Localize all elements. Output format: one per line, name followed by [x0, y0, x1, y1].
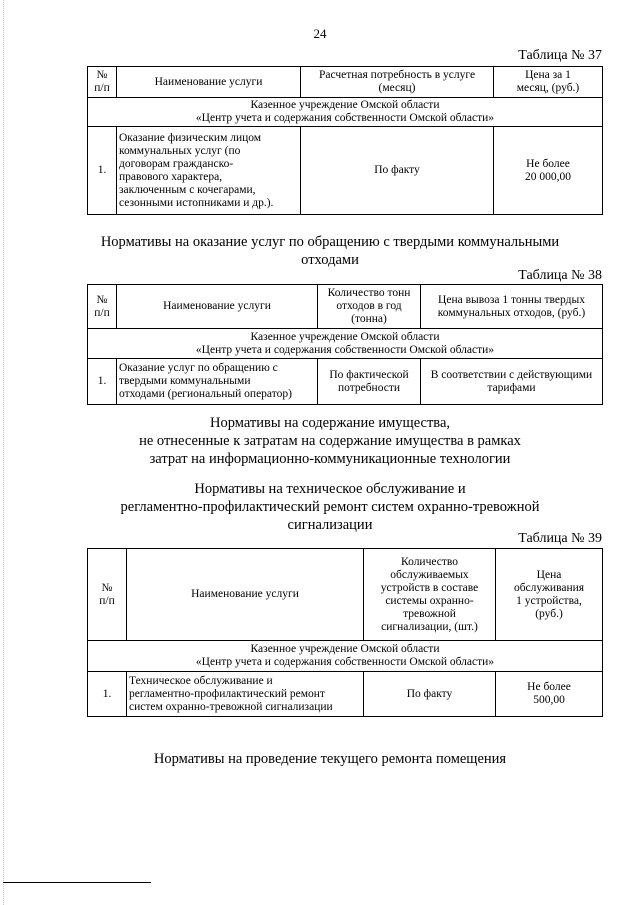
table37-row1-service: Оказание физическим лицом коммунальных услуг (по договорам гражданско- правового характера, заключенным с кочегарами, сезонными истопниками и др.).	[117, 127, 301, 215]
heading-property-line1: Нормативы на содержание имущества,	[209, 415, 451, 431]
table37-header-num: № п/п	[88, 67, 117, 98]
table39-org-row	[88, 641, 603, 672]
table38-header-quantity: Количество тонн отходов в год (тонна)	[318, 285, 421, 329]
heading-table39-line3: сигнализации	[287, 517, 373, 533]
table-row	[88, 127, 603, 215]
table38-row1-num: 1.	[88, 359, 117, 405]
footnote-separator	[3, 882, 151, 883]
table39-label: Таблица № 39	[518, 531, 602, 546]
table-38	[87, 284, 603, 405]
table39-row1-devices: По факту	[364, 672, 496, 717]
table-39	[87, 548, 603, 717]
table37-header-price: Цена за 1 месяц, (руб.)	[494, 67, 603, 98]
table37-header-service: Наименование услуги	[117, 67, 301, 98]
table38-label: Таблица № 38	[518, 268, 602, 283]
table39-row1-price: Не более 500,00	[496, 672, 603, 717]
table39-header-num: № п/п	[88, 549, 127, 641]
table37-row1-need: По факту	[301, 127, 494, 215]
table-37	[87, 66, 603, 215]
table-row	[88, 359, 603, 405]
table37-org-row	[88, 98, 603, 127]
heading-property-line3: затрат на информационно-коммуникационные технологии	[149, 451, 511, 467]
heading-repair-line1: Нормативы на проведение текущего ремонта помещения	[153, 751, 507, 767]
table38-header-row	[88, 285, 603, 329]
table37-row1-num: 1.	[88, 127, 117, 215]
heading-table39-line2: регламентно-профилактический ремонт систем охранно-тревожной	[120, 499, 540, 515]
table39-row1-service: Техническое обслуживание и регламентно-профилактический ремонт систем охранно-тревожной сигнализации	[127, 672, 364, 717]
table39-org: Казенное учреждение Омской области «Центр учета и содержания собственности Омской области»	[88, 641, 603, 672]
table38-header-price: Цена вывоза 1 тонны твердых коммунальных отходов, (руб.)	[421, 285, 603, 329]
table39-header-devices: Количество обслуживаемых устройств в составе системы охранно- тревожной сигнализации, (шт.)	[364, 549, 496, 641]
table37-header-need: Расчетная потребность в услуге (месяц)	[301, 67, 494, 98]
heading-property-maintenance	[60, 414, 600, 468]
table-row	[88, 672, 603, 717]
page-number: 24	[313, 26, 327, 41]
table37-label: Таблица № 37	[518, 48, 602, 63]
table39-header-service: Наименование услуги	[127, 549, 364, 641]
table38-header-service: Наименование услуги	[117, 285, 318, 329]
table39-row1-num: 1.	[88, 672, 127, 717]
table39-header-price: Цена обслуживания 1 устройства, (руб.)	[496, 549, 603, 641]
table38-row1-service: Оказание услуг по обращению с твердыми коммунальными отходами (региональный оператор)	[117, 359, 318, 405]
heading-repair	[60, 750, 600, 768]
heading-table39-line1: Нормативы на техническое обслуживание и	[194, 481, 466, 497]
table38-org: Казенное учреждение Омской области «Центр учета и содержания собственности Омской области»	[88, 329, 603, 359]
table39-header-row	[88, 549, 603, 641]
heading-table38-line1: Нормативы на оказание услуг по обращению с твердыми коммунальными	[100, 234, 560, 250]
heading-property-line2: не отнесенные к затратам на содержание имущества в рамках	[139, 433, 521, 449]
heading-table38-line2: отходами	[301, 252, 359, 268]
heading-table38	[60, 233, 600, 269]
heading-table39	[60, 480, 600, 534]
table38-row1-quantity: По фактической потребности	[318, 359, 421, 405]
table37-header-row	[88, 67, 603, 98]
scan-edge-line	[3, 0, 4, 905]
table37-row1-price: Не более 20 000,00	[494, 127, 603, 215]
table38-row1-price: В соответствии с действующими тарифами	[421, 359, 603, 405]
table38-org-row	[88, 329, 603, 359]
table38-header-num: № п/п	[88, 285, 117, 329]
table37-org: Казенное учреждение Омской области «Центр учета и содержания собственности Омской области»	[88, 98, 603, 127]
